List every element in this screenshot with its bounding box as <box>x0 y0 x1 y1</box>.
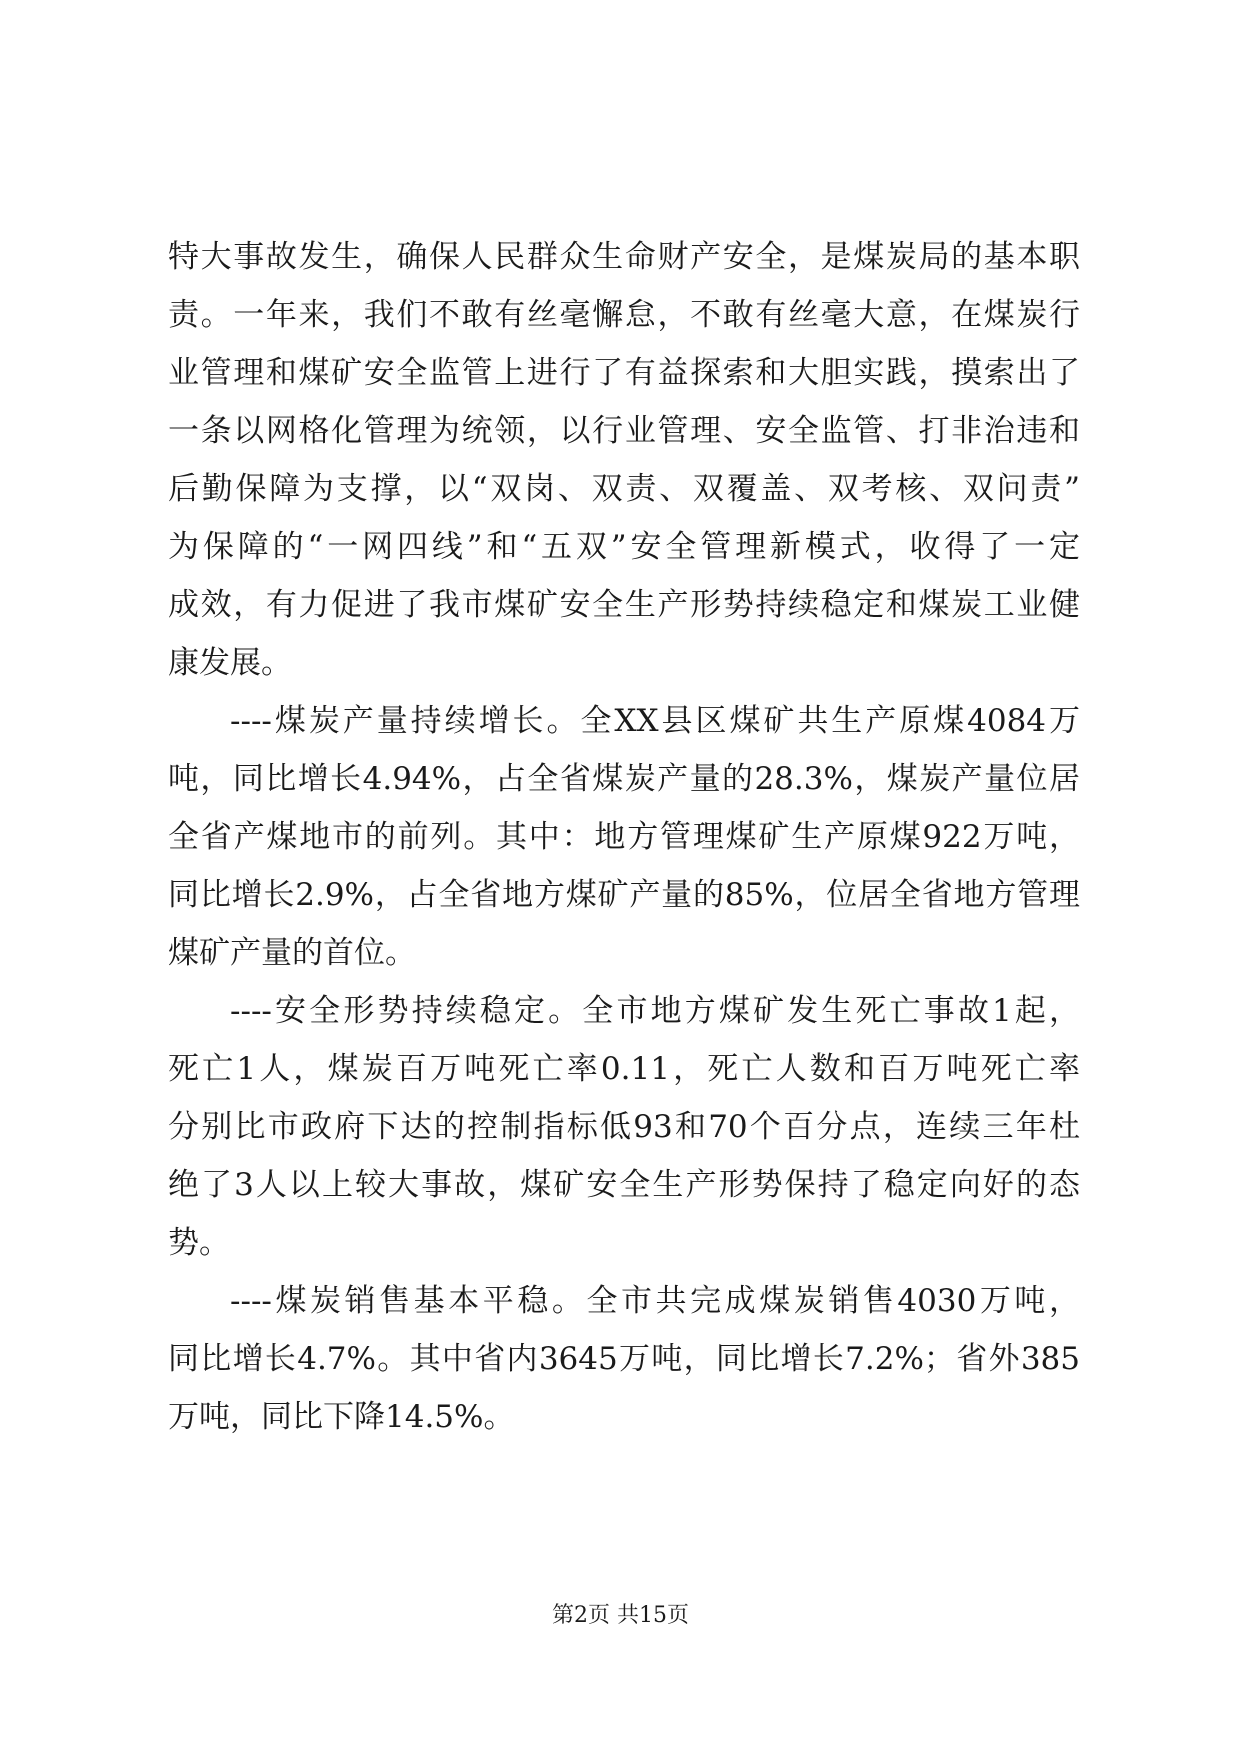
text-line: 分别比市政府下达的控制指标低93和70个百分点，连续三年杜 <box>168 1109 1080 1145</box>
text-line: 成效，有力促进了我市煤矿安全生产形势持续稳定和煤炭工业健 <box>168 587 1080 623</box>
paragraph <box>168 1272 1080 1446</box>
text-line: 同比增长2.9%，占全省地方煤矿产量的85%，位居全省地方管理 <box>168 877 1080 913</box>
text-line: ----煤炭产量持续增长。全XX县区煤矿共生产原煤4084万 <box>230 703 1080 739</box>
paragraph <box>168 982 1080 1272</box>
text-line: 煤矿产量的首位。 <box>168 935 416 971</box>
text-line: 死亡1人，煤炭百万吨死亡率0.11，死亡人数和百万吨死亡率 <box>168 1051 1080 1087</box>
text-line: 全省产煤地市的前列。其中：地方管理煤矿生产原煤922万吨， <box>168 819 1080 855</box>
text-line: 业管理和煤矿安全监管上进行了有益探索和大胆实践，摸索出了 <box>168 355 1080 391</box>
text-line: 一条以网格化管理为统领，以行业管理、安全监管、打非治违和 <box>168 413 1080 449</box>
text-line: 康发展。 <box>168 645 292 681</box>
text-line: 势。 <box>168 1225 230 1261</box>
paragraph <box>168 228 1080 692</box>
text-line: 特大事故发生，确保人民群众生命财产安全，是煤炭局的基本职 <box>168 239 1080 275</box>
text-line: ----煤炭销售基本平稳。全市共完成煤炭销售4030万吨， <box>230 1283 1080 1319</box>
document-body <box>168 228 1080 1446</box>
text-line: 万吨，同比下降14.5%。 <box>168 1399 515 1435</box>
text-line: 责。一年来，我们不敢有丝毫懈怠，不敢有丝毫大意，在煤炭行 <box>168 297 1080 333</box>
text-line: 为保障的“一网四线”和“五双”安全管理新模式，收得了一定 <box>168 529 1080 565</box>
text-line: 绝了3人以上较大事故，煤矿安全生产形势保持了稳定向好的态 <box>168 1167 1080 1203</box>
text-line: ----安全形势持续稳定。全市地方煤矿发生死亡事故1起， <box>230 993 1080 1029</box>
text-line: 吨，同比增长4.94%，占全省煤炭产量的28.3%，煤炭产量位居 <box>168 761 1080 797</box>
paragraph <box>168 692 1080 982</box>
text-line: 同比增长4.7%。其中省内3645万吨，同比增长7.2%；省外385 <box>168 1341 1080 1377</box>
page-number-footer: 第2页 共15页 <box>552 1603 689 1628</box>
text-line: 后勤保障为支撑，以“双岗、双责、双覆盖、双考核、双问责” <box>168 471 1080 507</box>
